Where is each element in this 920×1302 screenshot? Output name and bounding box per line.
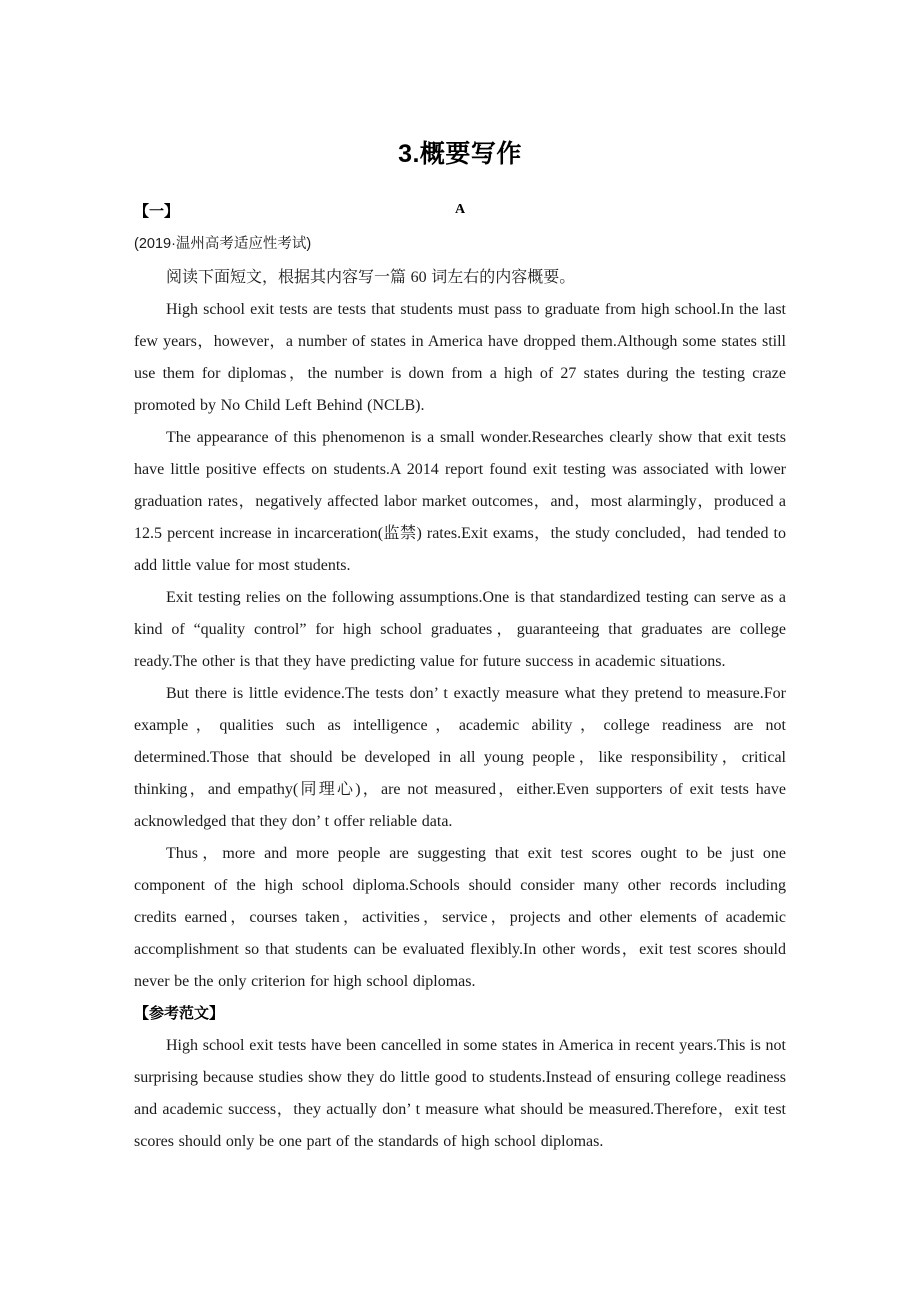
page-title: 3.概要写作 xyxy=(398,140,522,168)
section-letter: A xyxy=(454,202,466,217)
body-text-block xyxy=(134,262,786,1158)
reference-answer-heading: 【参考范文】 xyxy=(134,1005,225,1022)
reference-answer-text: High school exit tests have been cancelled in some states in America in recent years.This is not surprising because studies show they do little good to students.Instead of ensuring college readiness and academic success，they actually don’ t measure what should be measured.Therefore，exit test scores should only be one part of the standards of high school diplomas. xyxy=(134,1037,786,1150)
set-marker: 【一】 xyxy=(134,203,180,220)
passage-paragraph-5: Thus，more and more people are suggesting that exit test scores ought to be just one component of the high school diploma.Schools should consider many other records including credits earned，courses taken，activities，service，projects and other elements of academic accomplishment so that students can be evaluated flexibly.In other words，exit test scores should never be the only criterion for high school diplomas. xyxy=(134,845,786,990)
passage-paragraph-4: But there is little evidence.The tests don’ t exactly measure what they pretend to measure.For example，qualities such as intelligence，academic ability，college readiness are not determined.Those that should be developed in all young people，like responsibility，critical thinking，and empathy(同理心)，are not measured，either.Even supporters of exit tests have acknowledged that they don’ t offer reliable data. xyxy=(134,685,786,830)
section-header-row xyxy=(134,200,786,222)
task-instruction: 阅读下面短文，根据其内容写一篇 60 词左右的内容概要。 xyxy=(166,269,576,286)
passage-paragraph-3: Exit testing relies on the following assumptions.One is that standardized testing can serve as a kind of “quality control” for high school graduates，guaranteeing that graduates are college ready.The other is that they have predicting value for future success in academic situations. xyxy=(134,589,786,670)
passage-paragraph-1: High school exit tests are tests that students must pass to graduate from high school.In the last few years，however，a number of states in America have dropped them.Although some states still use them for diplomas，the number is down from a high of 27 states during the testing craze promoted by No Child Left Behind (NCLB). xyxy=(134,301,786,414)
passage-paragraph-2: The appearance of this phenomenon is a small wonder.Researches clearly show that exit tests have little positive effects on students.A 2014 report found exit testing was associated with lower graduation rates，negatively affected labor market outcomes，and，most alarmingly，produced a 12.5 percent increase in incarceration(监禁) rates.Exit exams，the study concluded，had tended to add little value for most students. xyxy=(134,429,786,574)
exam-source-label: (2019·温州高考适应性考试) xyxy=(134,236,312,252)
